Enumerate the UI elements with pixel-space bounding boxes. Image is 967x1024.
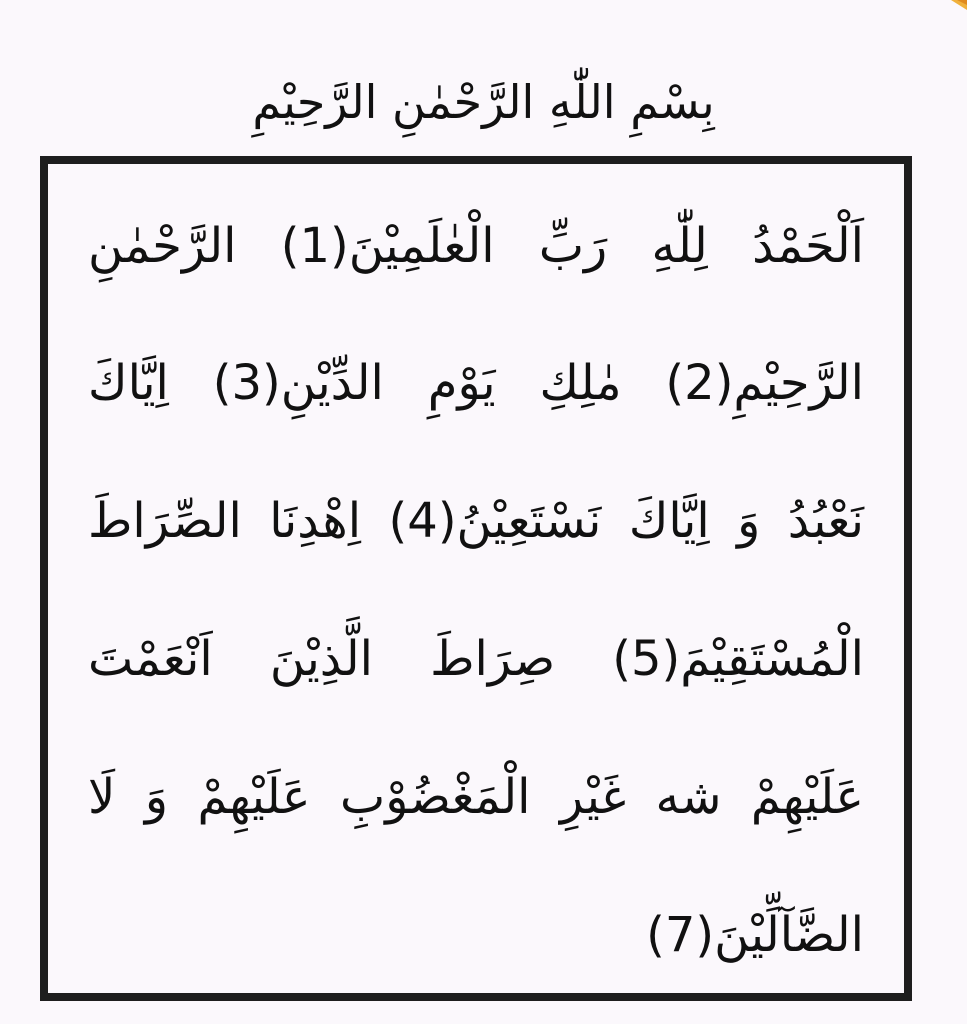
verse-line-2: الرَّحِيْمِ(2) مٰلِكِ يَوْمِ الدِّيْنِ(3) اِيَّاكَ: [88, 355, 864, 411]
verse-line-3: نَعْبُدُ وَ اِيَّاكَ نَسْتَعِيْنُ(4) اِهْدِنَا الصِّرَاطَ: [88, 493, 864, 549]
verse-lines: [88, 164, 864, 993]
corner-accent-icon: [945, 0, 967, 16]
verse-line-5: عَلَيْهِمْ شه غَيْرِ الْمَغْضُوْبِ عَلَيْهِمْ وَ لَا: [88, 769, 864, 825]
verse-line-1: اَلْحَمْدُ لِلّٰهِ رَبِّ الْعٰلَمِيْنَ(1) الرَّحْمٰنِ: [88, 218, 865, 274]
page-title: بِسْمِ اللّٰهِ الرَّحْمٰنِ الرَّحِيْمِ: [252, 75, 715, 129]
verse-line-6: الضَّآلِّيْنَ(7): [646, 907, 864, 963]
surah-text-frame: [40, 156, 912, 1001]
verse-line-4: الْمُسْتَقِيْمَ(5) صِرَاطَ الَّذِيْنَ اَنْعَمْتَ: [88, 631, 864, 687]
